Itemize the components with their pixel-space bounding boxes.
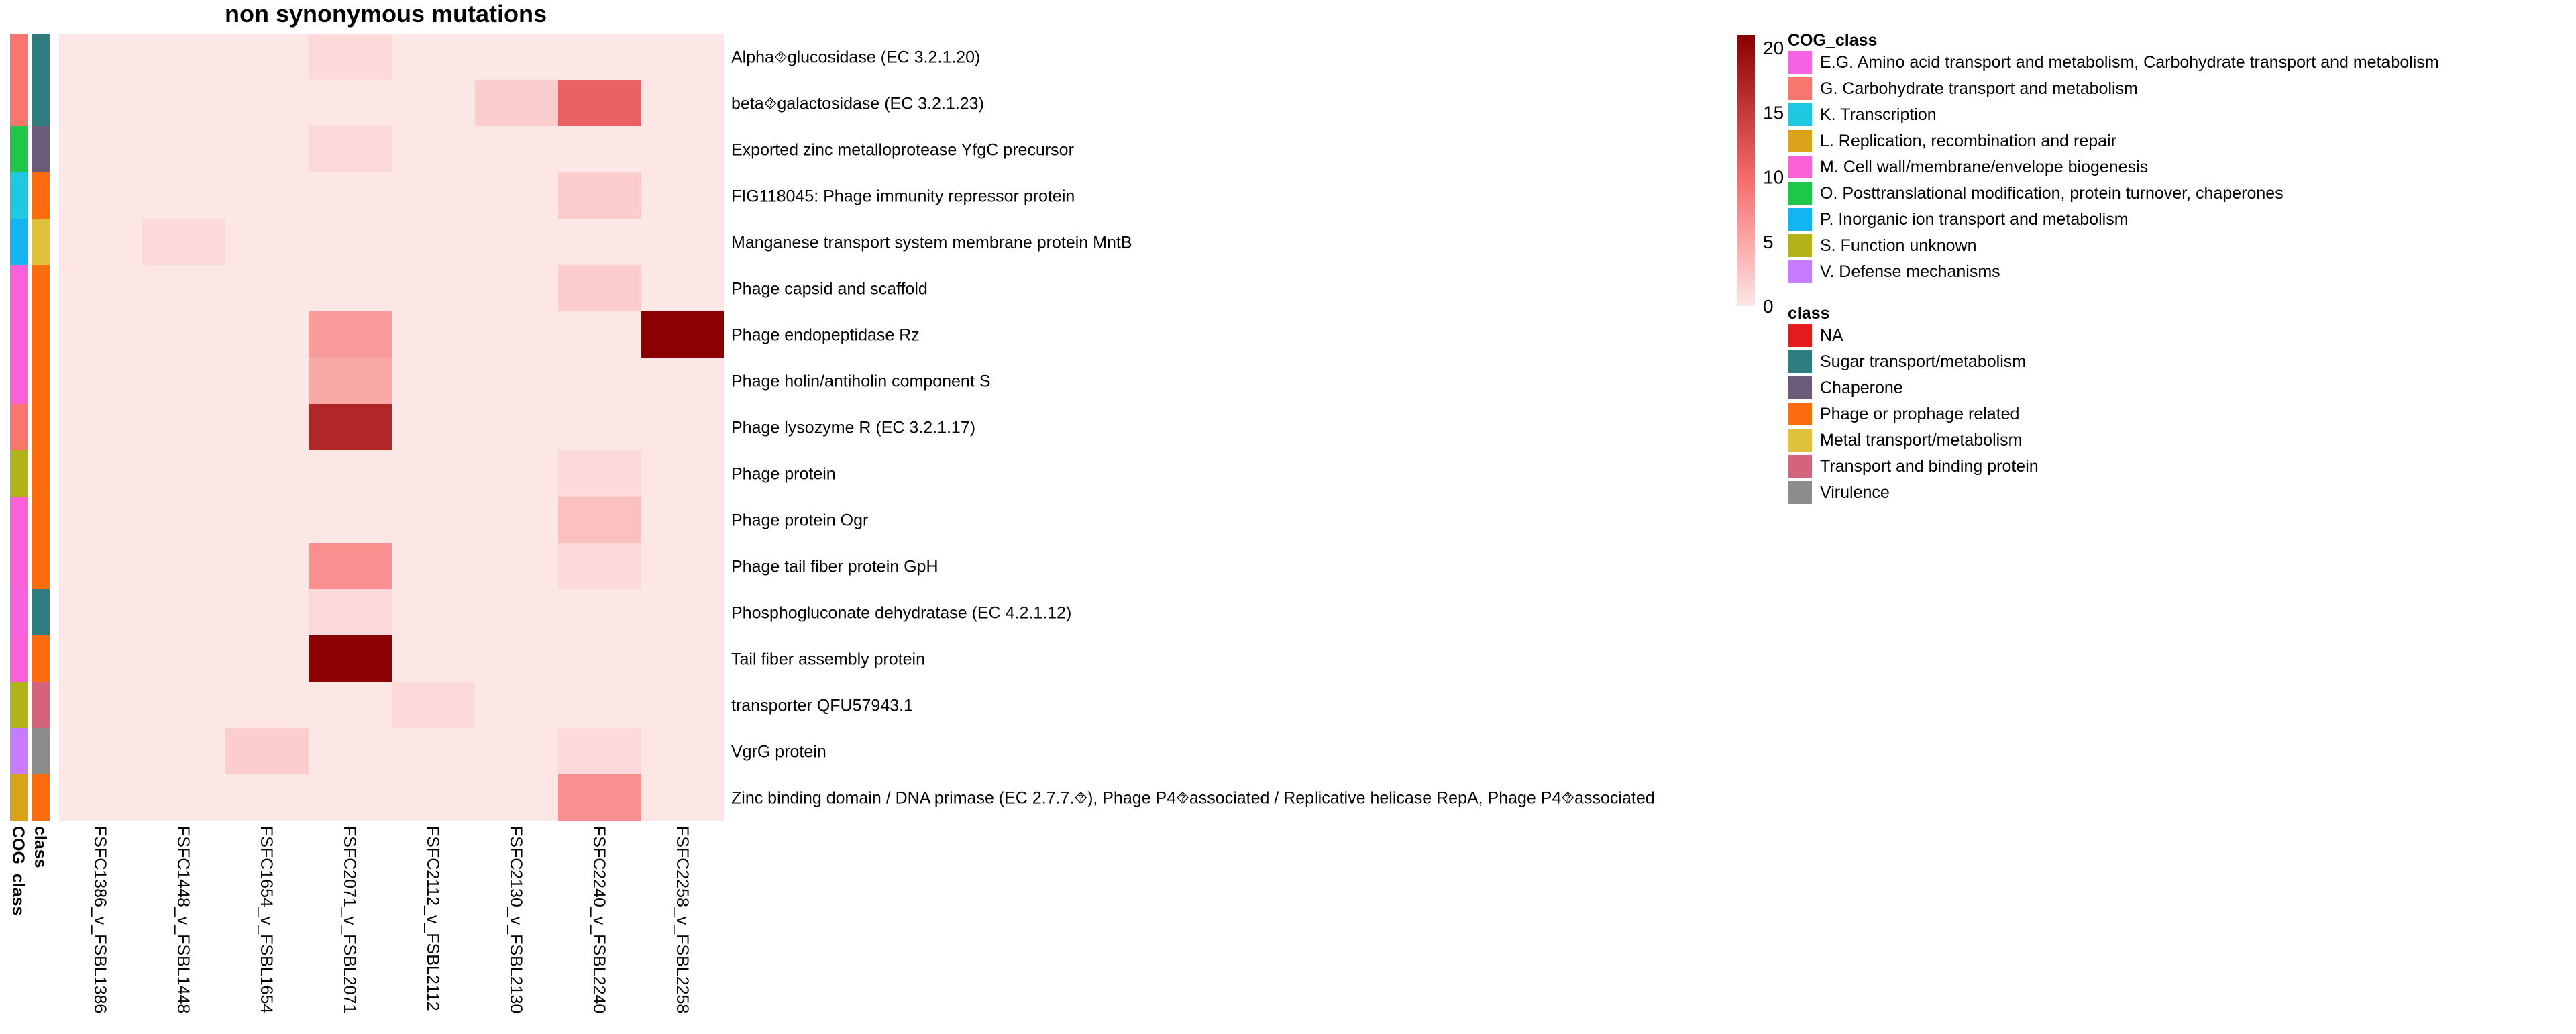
heatmap-cell bbox=[558, 774, 641, 821]
heatmap-cell bbox=[225, 34, 309, 80]
heatmap-cell bbox=[309, 450, 392, 497]
heatmap-cell bbox=[309, 80, 392, 126]
class-cell bbox=[32, 728, 50, 774]
colorbar-tick-label: 15 bbox=[1763, 102, 1784, 123]
heatmap-cell bbox=[392, 126, 475, 172]
heatmap-cell bbox=[142, 682, 225, 728]
heatmap-cell bbox=[475, 728, 558, 774]
heatmap-cell bbox=[641, 358, 724, 404]
chart-title: non synonymous mutations bbox=[224, 0, 547, 28]
heatmap-cell bbox=[392, 404, 475, 450]
heatmap-cell bbox=[225, 265, 309, 311]
column-label: FSFC2240_v_FSBL2240 bbox=[590, 826, 608, 1014]
heatmap-cell bbox=[558, 265, 641, 311]
heatmap-cell bbox=[475, 497, 558, 543]
legend-swatch bbox=[1788, 51, 1812, 74]
heatmap-cell bbox=[225, 497, 309, 543]
heatmap-cell bbox=[59, 589, 142, 635]
heatmap-cell bbox=[309, 774, 392, 821]
class-cell bbox=[32, 172, 50, 219]
legend-item-label: Chaperone bbox=[1820, 378, 1903, 397]
legend-item-label: Transport and binding protein bbox=[1820, 457, 2039, 476]
heatmap-cell bbox=[475, 80, 558, 126]
cog-class-cell bbox=[10, 311, 28, 358]
heatmap-cell bbox=[309, 497, 392, 543]
row-annotations bbox=[9, 34, 50, 915]
class-cell bbox=[32, 543, 50, 589]
heatmap-cell bbox=[558, 80, 641, 126]
heatmap-cell bbox=[392, 358, 475, 404]
heatmap-cell bbox=[558, 589, 641, 635]
row-label: Tail fiber assembly protein bbox=[731, 650, 926, 669]
heatmap-cell bbox=[142, 450, 225, 497]
row-label: Phage tail fiber protein GpH bbox=[731, 557, 938, 576]
heatmap-cell bbox=[392, 497, 475, 543]
heatmap-cell bbox=[558, 728, 641, 774]
heatmap-cell bbox=[392, 80, 475, 126]
legend-swatch bbox=[1788, 234, 1812, 257]
heatmap-cell bbox=[142, 34, 225, 80]
heatmap-cell bbox=[309, 219, 392, 265]
heatmap-cell bbox=[309, 265, 392, 311]
cog-class-cell bbox=[10, 682, 28, 728]
heatmap-cell bbox=[142, 126, 225, 172]
colorbar-tick-label: 0 bbox=[1763, 296, 1774, 317]
heatmap-cell bbox=[309, 589, 392, 635]
row-label: Phosphogluconate dehydratase (EC 4.2.1.12) bbox=[731, 603, 1072, 623]
class-cell bbox=[32, 589, 50, 635]
heatmap-cell bbox=[309, 172, 392, 219]
heatmap-cell bbox=[225, 589, 309, 635]
heatmap-cell bbox=[392, 589, 475, 635]
row-label: Phage protein bbox=[731, 464, 836, 484]
legend-item-label: E.G. Amino acid transport and metabolism, Carbohydrate transport and metabolism bbox=[1820, 53, 2439, 72]
heatmap-cell bbox=[142, 635, 225, 682]
heatmap-cell bbox=[309, 126, 392, 172]
class-cell bbox=[32, 80, 50, 126]
cog-class-cell bbox=[10, 358, 28, 404]
heatmap-cell bbox=[142, 728, 225, 774]
heatmap-cell bbox=[641, 450, 724, 497]
heatmap-cell bbox=[309, 728, 392, 774]
heatmap-cell bbox=[475, 635, 558, 682]
heatmap-cell bbox=[558, 450, 641, 497]
legend-swatch bbox=[1788, 130, 1812, 152]
heatmap-cell bbox=[309, 543, 392, 589]
class-cell bbox=[32, 682, 50, 728]
row-label: Phage lysozyme R (EC 3.2.1.17) bbox=[731, 418, 976, 437]
legends bbox=[1788, 31, 2439, 504]
legend-title: class bbox=[1788, 304, 1830, 323]
heatmap-cells bbox=[59, 34, 724, 821]
heatmap-cell bbox=[392, 265, 475, 311]
heatmap-cell bbox=[225, 728, 309, 774]
heatmap-cell bbox=[392, 172, 475, 219]
heatmap-cell bbox=[309, 682, 392, 728]
cog-class-cell bbox=[10, 728, 28, 774]
heatmap-cell bbox=[641, 543, 724, 589]
cog-class-cell bbox=[10, 126, 28, 172]
heatmap-cell bbox=[392, 728, 475, 774]
cog-class-cell bbox=[10, 543, 28, 589]
heatmap-cell bbox=[558, 497, 641, 543]
row-label: Phage protein Ogr bbox=[731, 511, 869, 530]
row-label: Alpha⯑glucosidase (EC 3.2.1.20) bbox=[731, 48, 981, 67]
legend-item-label: Phage or prophage related bbox=[1820, 405, 2020, 423]
legend-swatch bbox=[1788, 182, 1812, 205]
heatmap-cell bbox=[225, 774, 309, 821]
heatmap-cell bbox=[309, 34, 392, 80]
heatmap-cell bbox=[641, 219, 724, 265]
heatmap-cell bbox=[59, 774, 142, 821]
heatmap-cell bbox=[392, 311, 475, 358]
heatmap-cell bbox=[475, 311, 558, 358]
legend-item-label: L. Replication, recombination and repair bbox=[1820, 132, 2116, 150]
heatmap-cell bbox=[142, 774, 225, 821]
heatmap-cell bbox=[641, 34, 724, 80]
heatmap-cell bbox=[59, 358, 142, 404]
heatmap-cell bbox=[142, 219, 225, 265]
heatmap-cell bbox=[475, 589, 558, 635]
colorbar-tick-label: 10 bbox=[1763, 166, 1784, 188]
heatmap-cell bbox=[475, 126, 558, 172]
heatmap-cell bbox=[59, 543, 142, 589]
heatmap-cell bbox=[142, 404, 225, 450]
class-cell bbox=[32, 450, 50, 497]
heatmap-cell bbox=[641, 126, 724, 172]
column-label: FSFC1654_v_FSBL1654 bbox=[257, 826, 276, 1014]
heatmap-cell bbox=[142, 265, 225, 311]
annotation-label: COG_class bbox=[9, 826, 28, 916]
heatmap-cell bbox=[309, 311, 392, 358]
cog-class-cell bbox=[10, 589, 28, 635]
class-cell bbox=[32, 34, 50, 80]
heatmap-cell bbox=[142, 497, 225, 543]
heatmap-cell bbox=[558, 358, 641, 404]
column-label: FSFC1448_v_FSBL1448 bbox=[174, 826, 193, 1014]
heatmap-cell bbox=[475, 219, 558, 265]
heatmap-cell bbox=[558, 219, 641, 265]
heatmap-cell bbox=[142, 80, 225, 126]
row-label: Manganese transport system membrane protein MntB bbox=[731, 233, 1132, 252]
heatmap-cell bbox=[558, 172, 641, 219]
legend-swatch bbox=[1788, 376, 1812, 399]
colorbar-gradient bbox=[1737, 35, 1755, 306]
heatmap-cell bbox=[225, 358, 309, 404]
colorbar bbox=[1737, 35, 1784, 317]
class-cell bbox=[32, 497, 50, 543]
legend-swatch bbox=[1788, 260, 1812, 283]
heatmap-cell bbox=[558, 543, 641, 589]
heatmap-cell bbox=[59, 635, 142, 682]
class-cell bbox=[32, 404, 50, 450]
heatmap-cell bbox=[392, 450, 475, 497]
cog-class-cell bbox=[10, 404, 28, 450]
heatmap-cell bbox=[475, 172, 558, 219]
class-cell bbox=[32, 126, 50, 172]
legend-item-label: G. Carbohydrate transport and metabolism bbox=[1820, 79, 2138, 98]
heatmap-cell bbox=[558, 311, 641, 358]
column-label: FSFC2130_v_FSBL2130 bbox=[506, 826, 525, 1014]
heatmap-cell bbox=[142, 589, 225, 635]
colorbar-tick-label: 20 bbox=[1763, 38, 1784, 59]
legend-item-label: P. Inorganic ion transport and metabolism bbox=[1820, 210, 2129, 229]
legend-item-label: K. Transcription bbox=[1820, 105, 1937, 124]
heatmap-cell bbox=[225, 635, 309, 682]
legend-swatch bbox=[1788, 481, 1812, 504]
legend-title: COG_class bbox=[1788, 31, 1878, 50]
heatmap-cell bbox=[59, 682, 142, 728]
heatmap-cell bbox=[475, 404, 558, 450]
heatmap-cell bbox=[225, 219, 309, 265]
cog-class-cell bbox=[10, 172, 28, 219]
legend-item-label: O. Posttranslational modification, protein turnover, chaperones bbox=[1820, 184, 2284, 203]
legend-swatch bbox=[1788, 350, 1812, 373]
row-label: Phage holin/antiholin component S bbox=[731, 372, 991, 391]
heatmap-cell bbox=[641, 774, 724, 821]
heatmap-cell bbox=[225, 450, 309, 497]
row-label: FIG118045: Phage immunity repressor protein bbox=[731, 187, 1075, 206]
heatmap-cell bbox=[558, 635, 641, 682]
heatmap-cell bbox=[392, 34, 475, 80]
heatmap-cell bbox=[59, 404, 142, 450]
legend-swatch bbox=[1788, 156, 1812, 178]
heatmap-cell bbox=[225, 404, 309, 450]
heatmap-cell bbox=[392, 682, 475, 728]
colorbar-tick-label: 5 bbox=[1763, 231, 1774, 252]
column-label: FSFC2112_v_FSBL2112 bbox=[423, 826, 442, 1011]
heatmap-cell bbox=[392, 543, 475, 589]
heatmap-cell bbox=[59, 126, 142, 172]
legend-swatch bbox=[1788, 77, 1812, 100]
cog-class-cell bbox=[10, 774, 28, 821]
heatmap-cell bbox=[59, 497, 142, 543]
cog-class-cell bbox=[10, 34, 28, 80]
row-label: transporter QFU57943.1 bbox=[731, 696, 913, 715]
heatmap-cell bbox=[475, 450, 558, 497]
heatmap-cell bbox=[142, 172, 225, 219]
heatmap-cell bbox=[59, 450, 142, 497]
heatmap-cell bbox=[475, 34, 558, 80]
heatmap-cell bbox=[142, 543, 225, 589]
row-label: Exported zinc metalloprotease YfgC precursor bbox=[731, 140, 1074, 160]
heatmap-cell bbox=[309, 404, 392, 450]
cog-class-cell bbox=[10, 635, 28, 682]
heatmap-cell bbox=[475, 682, 558, 728]
column-labels bbox=[91, 826, 692, 1013]
heatmap-cell bbox=[558, 126, 641, 172]
legend-item-label: Virulence bbox=[1820, 483, 1890, 502]
legend-swatch bbox=[1788, 208, 1812, 231]
heatmap-cell bbox=[641, 311, 724, 358]
row-label: Phage endopeptidase Rz bbox=[731, 325, 920, 345]
legend-swatch bbox=[1788, 324, 1812, 347]
column-label: FSFC2258_v_FSBL2258 bbox=[673, 826, 692, 1014]
cog-class-cell bbox=[10, 450, 28, 497]
heatmap-cell bbox=[641, 682, 724, 728]
class-cell bbox=[32, 774, 50, 821]
heatmap-cell bbox=[59, 80, 142, 126]
heatmap-cell bbox=[309, 358, 392, 404]
heatmap-cell bbox=[641, 80, 724, 126]
heatmap-cell bbox=[225, 543, 309, 589]
heatmap-cell bbox=[641, 172, 724, 219]
legend-swatch bbox=[1788, 429, 1812, 452]
heatmap-cell bbox=[142, 358, 225, 404]
legend-swatch bbox=[1788, 455, 1812, 478]
row-labels bbox=[731, 48, 1655, 808]
heatmap-cell bbox=[558, 682, 641, 728]
class-cell bbox=[32, 219, 50, 265]
heatmap-cell bbox=[641, 265, 724, 311]
cog-class-cell bbox=[10, 219, 28, 265]
row-label: Phage capsid and scaffold bbox=[731, 279, 928, 299]
heatmap-cell bbox=[641, 728, 724, 774]
legend-item-label: M. Cell wall/membrane/envelope biogenesis bbox=[1820, 158, 2149, 176]
heatmap-cell bbox=[641, 497, 724, 543]
heatmap-cell bbox=[392, 774, 475, 821]
heatmap-cell bbox=[225, 172, 309, 219]
heatmap-cell bbox=[59, 219, 142, 265]
legend-item-label: Metal transport/metabolism bbox=[1820, 431, 2023, 450]
legend-swatch bbox=[1788, 103, 1812, 126]
legend-item-label: Sugar transport/metabolism bbox=[1820, 352, 2027, 371]
heatmap-cell bbox=[309, 635, 392, 682]
heatmap-cell bbox=[558, 404, 641, 450]
row-label: Zinc binding domain / DNA primase (EC 2.7.7.⯑), Phage P4⯑associated / Replicative helicase RepA, Phage P4⯑associated bbox=[731, 788, 1655, 808]
heatmap-cell bbox=[641, 589, 724, 635]
heatmap-cell bbox=[142, 311, 225, 358]
class-cell bbox=[32, 358, 50, 404]
heatmap-cell bbox=[641, 404, 724, 450]
heatmap-cell bbox=[475, 543, 558, 589]
heatmap-cell bbox=[558, 34, 641, 80]
row-label: beta⯑galactosidase (EC 3.2.1.23) bbox=[731, 94, 984, 113]
row-label: VgrG protein bbox=[731, 742, 826, 762]
legend-item-label: S. Function unknown bbox=[1820, 236, 1977, 255]
cog-class-cell bbox=[10, 80, 28, 126]
cog-class-cell bbox=[10, 265, 28, 311]
heatmap-cell bbox=[59, 172, 142, 219]
legend-item-label: NA bbox=[1820, 326, 1843, 345]
heatmap-cell bbox=[225, 682, 309, 728]
legend-item-label: V. Defense mechanisms bbox=[1820, 262, 2000, 281]
column-label: FSFC2071_v_FSBL2071 bbox=[340, 826, 359, 1014]
class-cell bbox=[32, 635, 50, 682]
heatmap-cell bbox=[392, 219, 475, 265]
legend-swatch bbox=[1788, 403, 1812, 425]
heatmap-cell bbox=[225, 126, 309, 172]
class-cell bbox=[32, 265, 50, 311]
heatmap-cell bbox=[59, 34, 142, 80]
heatmap-cell bbox=[475, 774, 558, 821]
heatmap-cell bbox=[59, 728, 142, 774]
class-cell bbox=[32, 311, 50, 358]
heatmap-cell bbox=[475, 358, 558, 404]
heatmap-cell bbox=[225, 80, 309, 126]
column-label: FSFC1386_v_FSBL1386 bbox=[91, 826, 109, 1014]
cog-class-cell bbox=[10, 497, 28, 543]
heatmap-cell bbox=[225, 311, 309, 358]
heatmap-cell bbox=[475, 265, 558, 311]
heatmap-cell bbox=[641, 635, 724, 682]
heatmap-cell bbox=[59, 265, 142, 311]
heatmap-cell bbox=[392, 635, 475, 682]
annotation-label: class bbox=[31, 826, 50, 868]
heatmap-cell bbox=[59, 311, 142, 358]
